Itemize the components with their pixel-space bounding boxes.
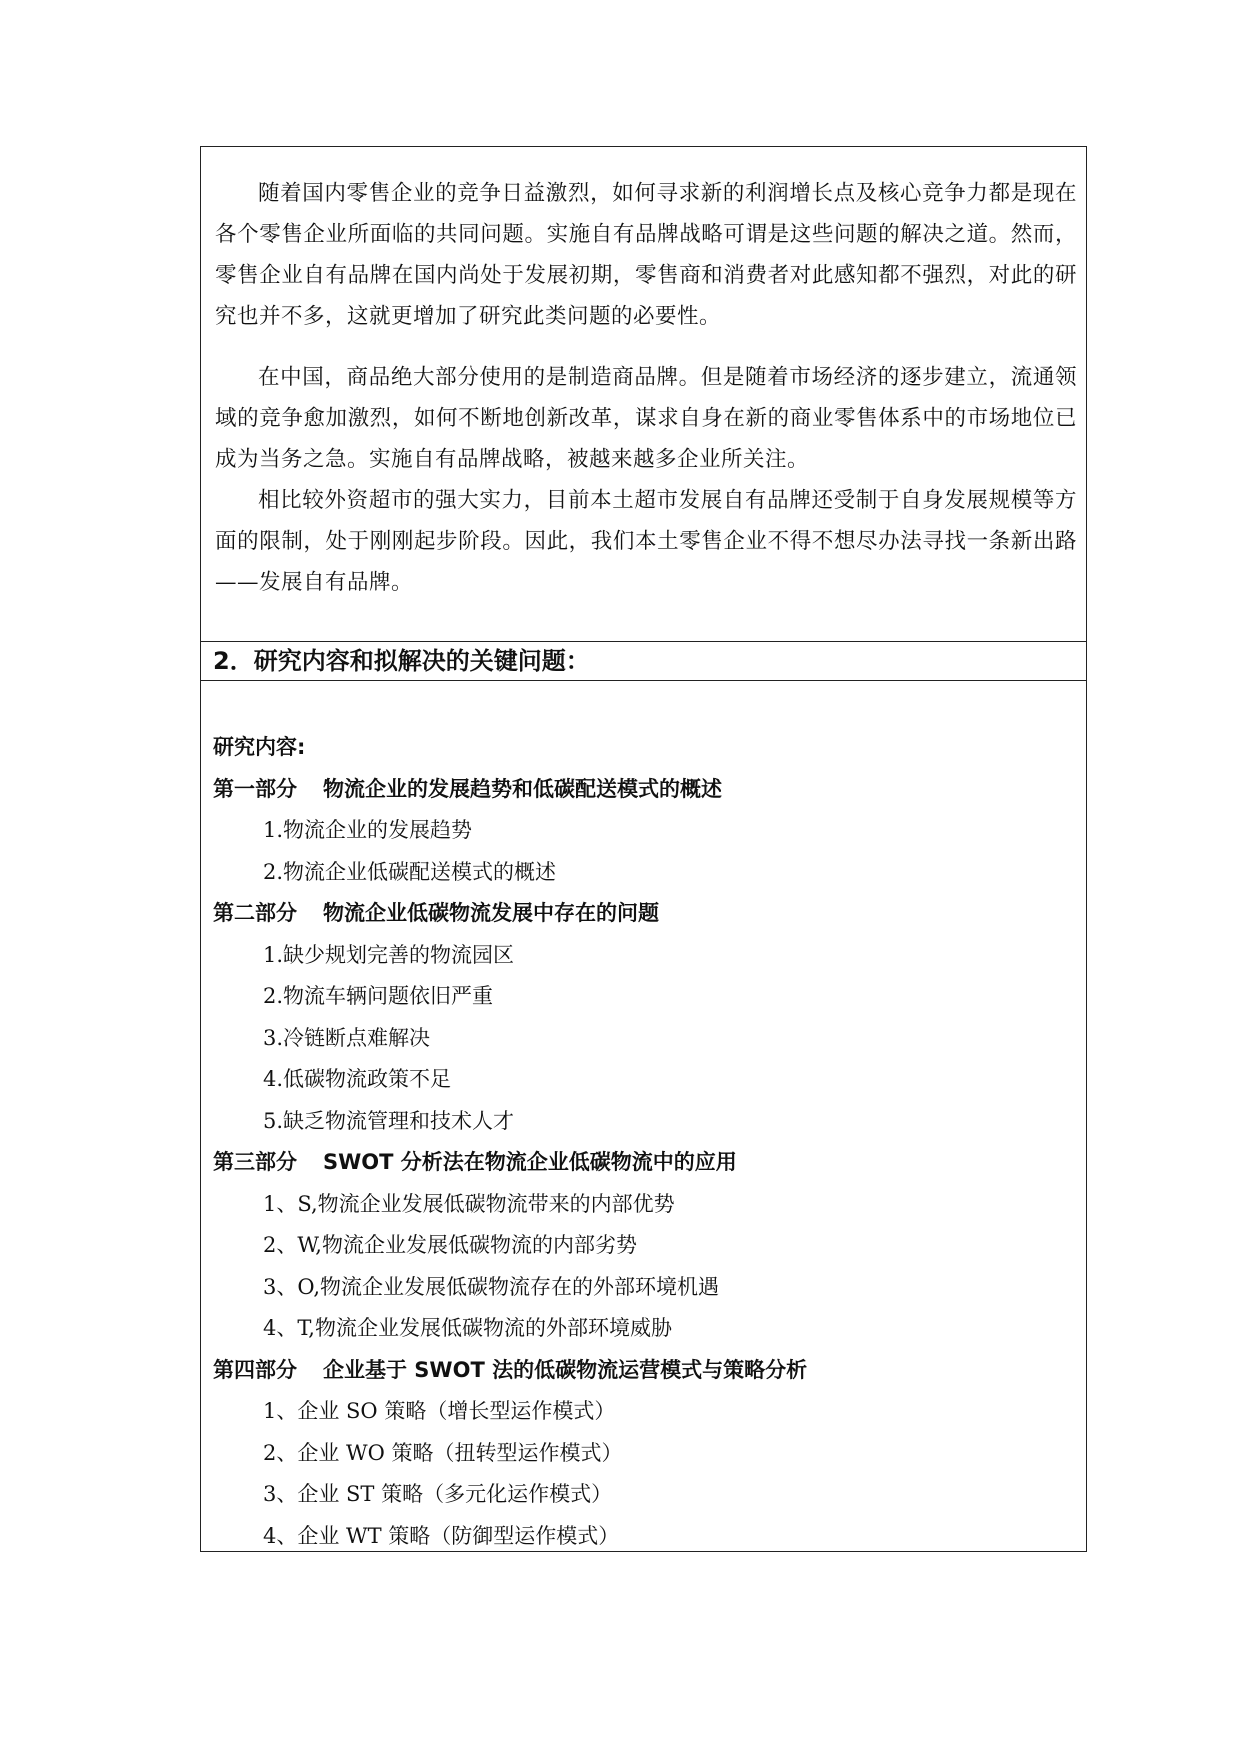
- table-row-divider: [201, 680, 1086, 681]
- part-title: 物流企业的发展趋势和低碳配送模式的概述: [323, 776, 722, 801]
- list-item: 2.物流企业低碳配送模式的概述: [263, 859, 557, 884]
- section-heading: 2．研究内容和拟解决的关键问题：: [213, 647, 590, 675]
- list-item: 4.低碳物流政策不足: [263, 1067, 452, 1091]
- part-heading: [213, 769, 1073, 811]
- table-row-divider: [201, 641, 1086, 642]
- proposal-table: [200, 146, 1087, 1552]
- list-item: 3、企业 ST 策略（多元化运作模式）: [263, 1482, 613, 1506]
- list-item: 5.缺乏物流管理和技术人才: [263, 1108, 515, 1133]
- part-number: 第一部分: [213, 776, 297, 801]
- list-item: 3、O,物流企业发展低碳物流存在的外部环境机遇: [263, 1274, 720, 1299]
- intro-paragraph-3: 相比较外资超市的强大实力，目前本土超市发展自有品牌还受制于自身发展规模等方面的限制，处于刚刚起步阶段。因此，我们本土零售企业不得不想尽办法寻找一条新出路——发展自有品牌。: [215, 488, 1077, 595]
- part-title: 物流企业低碳物流发展中存在的问题: [323, 901, 659, 925]
- part-title: SWOT 分析法在物流企业低碳物流中的应用: [323, 1150, 737, 1174]
- research-content: [213, 727, 1073, 1557]
- part-number: 第二部分: [213, 901, 297, 925]
- list-item: 4、企业 WT 策略（防御型运作模式）: [263, 1523, 620, 1548]
- part-heading: [213, 1142, 1073, 1184]
- list-item: 1、企业 SO 策略（增长型运作模式）: [263, 1399, 616, 1423]
- part-heading: [213, 1350, 1073, 1392]
- intro-paragraph-1: 随着国内零售企业的竞争日益激烈，如何寻求新的利润增长点及核心竞争力都是现在各个零售企业所面临的共同问题。实施自有品牌战略可谓是这些问题的解决之道。然而，零售企业自有品牌在国内尚处于发展初期，零售商和消费者对此感知都不强烈，对此的研究也并不多，这就更增加了研究此类问题的必要性。: [215, 181, 1077, 329]
- part-title: 企业基于 SWOT 法的低碳物流运营模式与策略分析: [323, 1357, 808, 1382]
- list-item: 1.缺少规划完善的物流园区: [263, 942, 515, 967]
- list-item: 2、W,物流企业发展低碳物流的内部劣势: [263, 1233, 637, 1257]
- list-item: 3.冷链断点难解决: [263, 1025, 431, 1050]
- list-item: 2、企业 WO 策略（扭转型运作模式）: [263, 1440, 623, 1465]
- intro-paragraph-2: 在中国，商品绝大部分使用的是制造商品牌。但是随着市场经济的逐步建立，流通领域的竞争愈加激烈，如何不断地创新改革，谋求自身在新的商业零售体系中的市场地位已成为当务之急。实施自有品牌战略，被越来越多企业所关注。: [215, 365, 1077, 472]
- content-label: 研究内容:: [213, 735, 306, 759]
- list-item: 1、S,物流企业发展低碳物流带来的内部优势: [263, 1191, 675, 1216]
- part-number: 第四部分: [213, 1357, 297, 1382]
- list-item: 2.物流车辆问题依旧严重: [263, 984, 494, 1008]
- list-item: 1.物流企业的发展趋势: [263, 818, 473, 842]
- list-item: 4、T,物流企业发展低碳物流的外部环境威胁: [263, 1316, 672, 1340]
- part-heading: [213, 893, 1073, 935]
- part-number: 第三部分: [213, 1150, 297, 1174]
